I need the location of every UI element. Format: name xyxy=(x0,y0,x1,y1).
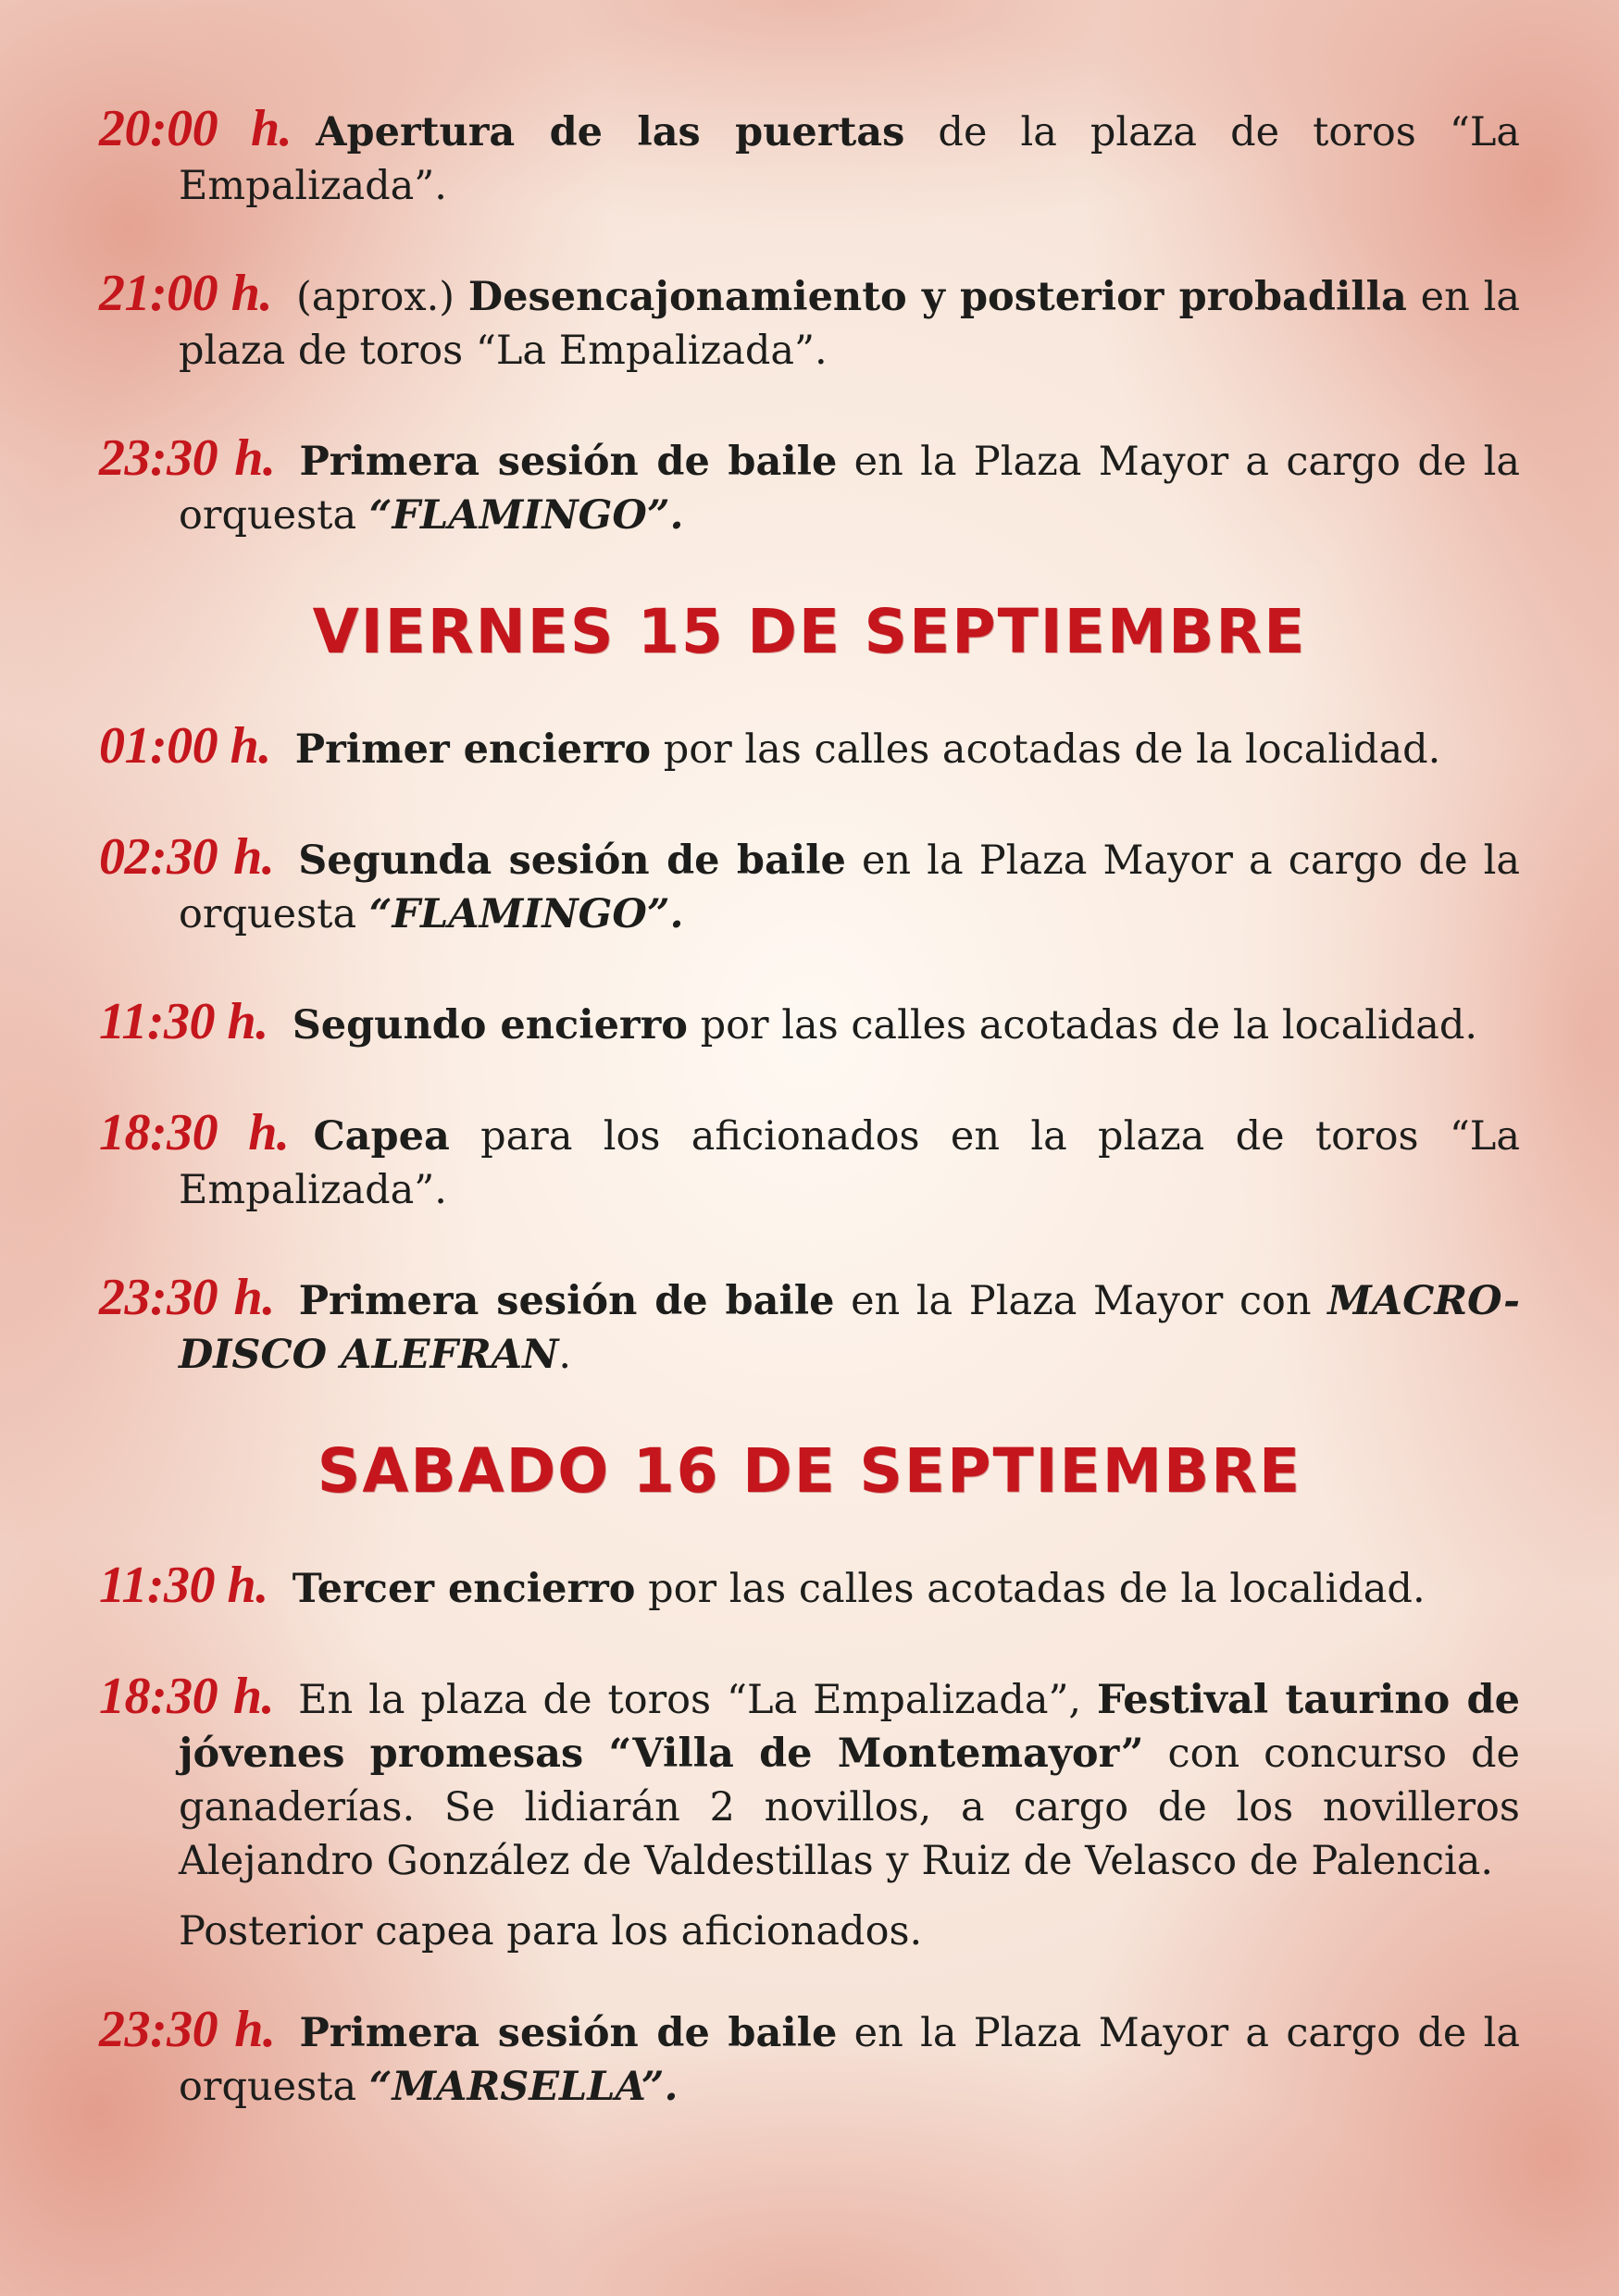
entry-text: en la Plaza Mayor a cargo de la orquesta xyxy=(179,838,1521,937)
entry-time: 01:00 h. xyxy=(99,717,271,775)
entry-time: 11:30 h. xyxy=(99,1557,268,1614)
schedule-section-saturday xyxy=(99,1435,1520,2114)
schedule-entry xyxy=(99,431,1520,542)
entry-text: En la plaza de toros “La Empalizada”, xyxy=(298,1677,1098,1723)
program-page xyxy=(99,102,1520,2167)
schedule-entry xyxy=(99,1669,1520,1888)
entry-text: de la plaza de toros “La Empalizada”. xyxy=(179,109,1521,209)
entry-time: 20:00 h. xyxy=(99,100,293,157)
entry-time: 11:30 h. xyxy=(99,993,268,1050)
schedule-section-friday xyxy=(99,596,1520,1382)
schedule-section-thursday-night xyxy=(99,102,1520,542)
entry-time: 23:30 h. xyxy=(99,1269,275,1326)
entry-text: por las calles acotadas de la localidad. xyxy=(651,726,1441,773)
entry-text-bold: Capea xyxy=(313,1113,450,1160)
entry-note: Posterior capea para los aficionados. xyxy=(179,1908,923,1955)
entry-text-bold: Primera sesión de baile xyxy=(299,439,838,485)
entry-text-bold: Primera sesión de baile xyxy=(298,1278,835,1324)
entry-time: 18:30 h. xyxy=(99,1668,275,1725)
schedule-entry xyxy=(99,267,1520,378)
entry-text-bold: Desencajonamiento y posterior probadilla xyxy=(467,274,1407,320)
entry-text: con concurso de ganaderías. Se lidiarán 2 novillos, a cargo de los novilleros Alejandro González de Valdestillas y Ruiz de Velasco de Palencia. xyxy=(179,1731,1520,1884)
entry-text-bold: Festival taurino de jóvenes promesas “Villa de Montemayor” xyxy=(179,1677,1520,1777)
day-heading: SABADO 16 DE SEPTIEMBRE xyxy=(317,1435,1302,1507)
entry-text: para los aficionados en la plaza de toros “La Empalizada”. xyxy=(179,1113,1520,1213)
schedule-entry xyxy=(99,2003,1520,2114)
orchestra-name: “FLAMINGO”. xyxy=(368,891,684,937)
entry-text-bold: Segundo encierro xyxy=(292,1002,688,1049)
entry-text-bold: Apertura de las puertas xyxy=(316,109,905,155)
entry-text: (aprox.) xyxy=(295,274,468,320)
entry-text: por las calles acotadas de la localidad. xyxy=(687,1002,1478,1049)
entry-time: 02:30 h. xyxy=(99,828,275,886)
entry-text: por las calles acotadas de la localidad. xyxy=(635,1566,1426,1612)
entry-text-bold: Segunda sesión de baile xyxy=(298,838,846,884)
dj-name: MACRO-DISCO ALEFRAN xyxy=(179,1278,1521,1378)
entry-text-bold: Tercer encierro xyxy=(292,1566,636,1612)
entry-text: . xyxy=(558,1332,572,1378)
entry-time: 18:30 h. xyxy=(99,1104,290,1161)
orchestra-name: “MARSELLA”. xyxy=(368,2064,679,2110)
entry-text-bold: Primer encierro xyxy=(294,726,652,773)
schedule-entry xyxy=(99,830,1520,941)
entry-text: en la Plaza Mayor a cargo de la orquesta xyxy=(179,439,1521,539)
entry-text-bold: Primera sesión de baile xyxy=(299,2010,838,2056)
schedule-entry xyxy=(99,995,1520,1052)
entry-time: 23:30 h. xyxy=(99,429,276,487)
entry-text: en la plaza de toros “La Empalizada”. xyxy=(179,274,1521,374)
schedule-entry xyxy=(99,102,1520,213)
orchestra-name: “FLAMINGO”. xyxy=(368,492,684,539)
schedule-entry xyxy=(99,1271,1520,1382)
entry-text: en la Plaza Mayor con xyxy=(834,1278,1328,1324)
entry-time: 23:30 h. xyxy=(99,2001,276,2058)
schedule-entry xyxy=(99,1558,1520,1616)
schedule-entry xyxy=(99,719,1520,776)
schedule-entry xyxy=(99,1106,1520,1217)
entry-text: en la Plaza Mayor a cargo de la orquesta xyxy=(179,2010,1521,2110)
day-heading: VIERNES 15 DE SEPTIEMBRE xyxy=(312,596,1307,667)
entry-time: 21:00 h. xyxy=(99,265,272,322)
